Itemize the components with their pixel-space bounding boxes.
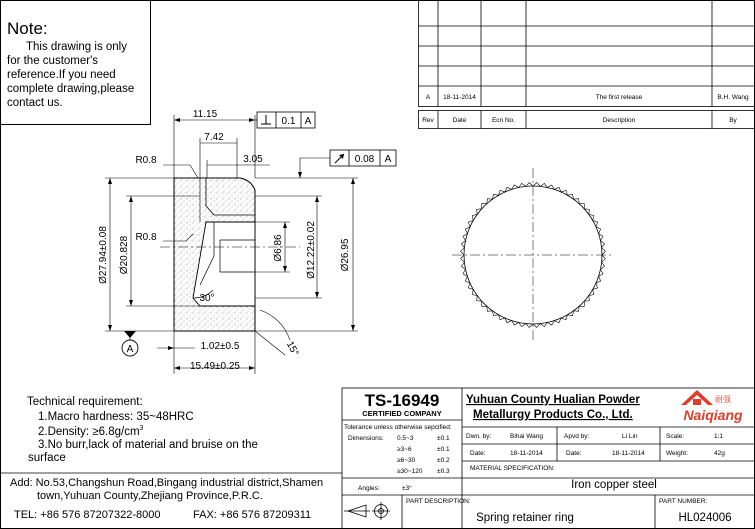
scale-value: 1:1 bbox=[714, 433, 724, 440]
dim-dia-6-86: Ø6.86 bbox=[273, 234, 284, 262]
runout-datum: A bbox=[384, 154, 392, 165]
rev-header-rev: Rev bbox=[422, 117, 434, 124]
angles-value: ±3° bbox=[402, 485, 412, 492]
angles-label: Angles: bbox=[358, 485, 380, 492]
dwn-value: Bihai Wang bbox=[510, 433, 543, 440]
rev-header-by: By bbox=[729, 117, 737, 124]
dwn-label: Dwn. by: bbox=[466, 433, 492, 440]
tolerance-title: Tolerance unless otherwise sepcified: bbox=[344, 424, 452, 431]
flatness-datum: A bbox=[304, 116, 312, 127]
tech-item-3: 3.No burr,lack of material and bruise on the bbox=[38, 439, 258, 451]
dim-angle-30: 30° bbox=[199, 293, 215, 304]
revision-table bbox=[419, 1, 755, 129]
tech-item-2: 2.Density: $\ge 6.8g/cm^3$ bbox=[38, 425, 144, 438]
dim-r0-8-top: R0.8 bbox=[135, 155, 157, 166]
partno-label: PART NUMBER: bbox=[659, 498, 708, 505]
scale-label: Scale: bbox=[666, 433, 685, 440]
tol-value-2: ±0.1 bbox=[437, 446, 450, 453]
company-name-1: Yuhuan County Hualian Powder bbox=[466, 394, 640, 406]
date2-label: Date: bbox=[566, 450, 582, 457]
weight-label: Weight: bbox=[666, 450, 688, 457]
tol-value-3: ±0.2 bbox=[437, 457, 450, 464]
address-line-1: Add: No.53,Changshun Road,Bingang industrial district,Shamen bbox=[10, 477, 324, 489]
date2-value: 18-11-2014 bbox=[612, 450, 645, 457]
dim-angle-15: 15° bbox=[283, 339, 301, 359]
weight-value: 42g bbox=[714, 450, 725, 457]
note-line: for the customer's bbox=[7, 55, 99, 67]
address-fax: FAX: +86 576 87209311 bbox=[193, 509, 312, 521]
tol-range-3: ≥6~30 bbox=[397, 457, 416, 464]
front-view bbox=[452, 168, 614, 342]
rev-row-rev: A bbox=[425, 94, 431, 101]
rev-row-description: The first release bbox=[595, 94, 643, 101]
date1-label: Date: bbox=[470, 450, 486, 457]
rev-header-date: Date bbox=[452, 117, 467, 124]
logo-text: Naiqiang bbox=[683, 407, 743, 423]
tech-item-3b: surface bbox=[28, 452, 66, 464]
tol-range-2: ≥3~6 bbox=[397, 446, 412, 453]
material-label: MATERIAL SPECIFICATION: bbox=[470, 465, 555, 472]
rev-row-date: 18-11-2014 bbox=[443, 94, 476, 101]
tol-range-1: 0.5~3 bbox=[397, 435, 414, 442]
partno-value: HL024006 bbox=[678, 512, 732, 524]
dim-dia-20-828: Ø20.828 bbox=[119, 235, 130, 275]
dim-dia-27-94: Ø27.94±0.08 bbox=[98, 226, 109, 284]
rev-header-ecn: Ecn No. bbox=[491, 117, 516, 124]
third-angle-projection-icon bbox=[344, 502, 390, 520]
address-line-2: town,Yuhuan County,Zhejiang Province,P.R.C. bbox=[37, 490, 263, 502]
dim-1-02: 1.02±0.5 bbox=[200, 341, 240, 352]
note-title: Note: bbox=[7, 19, 48, 38]
tech-title: Technical requirement: bbox=[27, 396, 143, 408]
datum-a-label: A bbox=[126, 344, 134, 355]
note-line: complete drawing,please bbox=[7, 83, 135, 95]
dim-3-05: 3.05 bbox=[243, 154, 263, 165]
flatness-value: 0.1 bbox=[281, 116, 296, 127]
note-box bbox=[1, 1, 151, 125]
runout-value: 0.08 bbox=[354, 154, 375, 165]
logo-chinese: 耐强 bbox=[715, 395, 731, 404]
note-line: contact us. bbox=[7, 97, 63, 109]
date1-value: 18-11-2014 bbox=[510, 450, 543, 457]
note-line: This drawing is only bbox=[26, 41, 127, 53]
naiqiang-logo-icon bbox=[681, 390, 713, 405]
dim-dia-12-22: Ø12.22±0.02 bbox=[306, 221, 317, 279]
partdesc-value: Spring retainer ring bbox=[476, 512, 574, 524]
dimensions-label: Dimensions: bbox=[348, 435, 384, 442]
company-name-2: Metallurgy Products Co., Ltd. bbox=[473, 409, 633, 421]
dim-r0-8-mid: R0.8 bbox=[135, 232, 157, 243]
tol-range-4: ≥30~120 bbox=[397, 468, 423, 475]
material-value: Iron copper steel bbox=[571, 479, 657, 491]
technical-requirements bbox=[27, 396, 258, 464]
dim-7-42: 7.42 bbox=[204, 132, 224, 143]
dim-15-49: 15.49±0.25 bbox=[190, 361, 240, 372]
tol-value-4: ±0.3 bbox=[437, 468, 450, 475]
partdesc-label: PART DESCRIPTION: bbox=[406, 498, 471, 505]
address-tel: TEL: +86 576 87207322-8000 bbox=[14, 509, 161, 521]
apvd-label: Apvd by: bbox=[564, 433, 590, 440]
dim-dia-26-95: Ø26.95 bbox=[340, 238, 351, 272]
rev-row-by: B.H. Wang bbox=[717, 94, 749, 101]
cert-title: TS-16949 bbox=[364, 391, 440, 410]
cert-subtitle: CERTIFIED COMPANY bbox=[362, 409, 442, 418]
tech-item-1: 1.Macro hardness: 35~48HRC bbox=[38, 411, 194, 423]
rev-header-description: Description bbox=[602, 117, 636, 124]
note-line: reference.If you need bbox=[7, 69, 116, 81]
tol-value-1: ±0.1 bbox=[437, 435, 450, 442]
dim-11-15: 11.15 bbox=[192, 109, 218, 120]
apvd-value: Li Lin bbox=[622, 433, 638, 440]
